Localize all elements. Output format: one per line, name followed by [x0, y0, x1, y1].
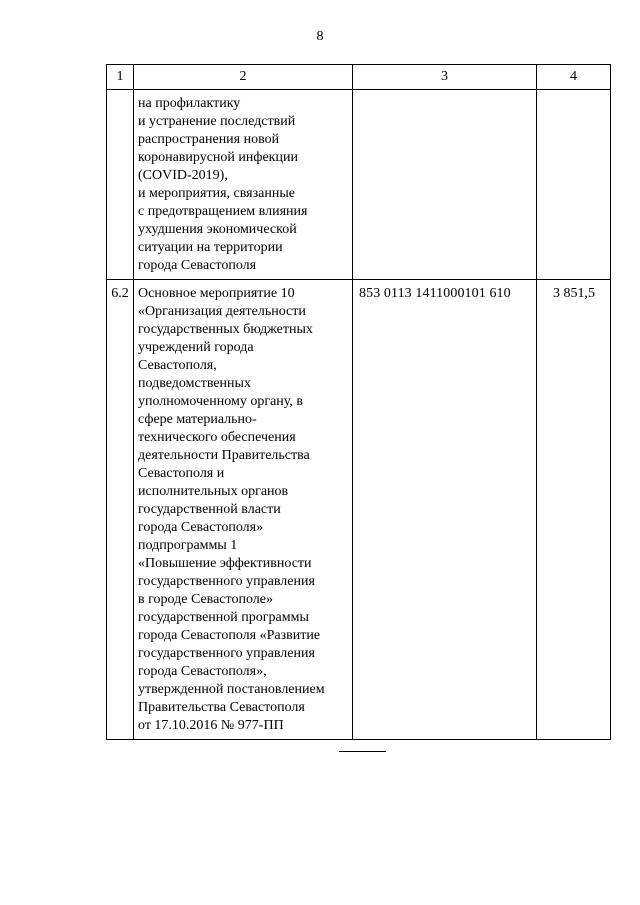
table-header-row	[107, 65, 611, 90]
column-header-4: 4	[537, 65, 611, 90]
column-header-1: 1	[107, 65, 134, 90]
row-number-cell: 6.2	[107, 280, 134, 740]
amount-cell	[537, 90, 611, 280]
description-cell: Основное мероприятие 10 «Организация деятельности государственных бюджетных учреждений города Севастополя, подведомственных уполномоченному органу, в сфере материально- технического обеспечения деятельности Правительства Севастополя и исполнительных органов государственной власти города Севастополя» подпрограммы 1 «Повышение эффективности государственного управления в городе Севастополе» государственной программы города Севастополя «Развитие государственного управления города Севастополя», утвержденной постановлением Правительства Севастополя от 17.10.2016 № 977-ПП	[134, 280, 353, 740]
budget-table	[106, 64, 611, 740]
description-cell: на профилактику и устранение последствий распространения новой коронавирусной инфекции (COVID-2019), и мероприятия, связанные с предотвращением влияния ухудшения экономической ситуации на территории города Севастополя	[134, 90, 353, 280]
end-divider-line	[339, 751, 386, 752]
code-cell	[353, 90, 537, 280]
page-number: 8	[316, 29, 324, 44]
table-row-continuation	[107, 90, 611, 280]
column-header-2: 2	[134, 65, 353, 90]
table-row-6-2	[107, 280, 611, 740]
amount-cell: 3 851,5	[537, 280, 611, 740]
column-header-3: 3	[353, 65, 537, 90]
code-cell: 853 0113 1411000101 610	[353, 280, 537, 740]
row-number-cell	[107, 90, 134, 280]
